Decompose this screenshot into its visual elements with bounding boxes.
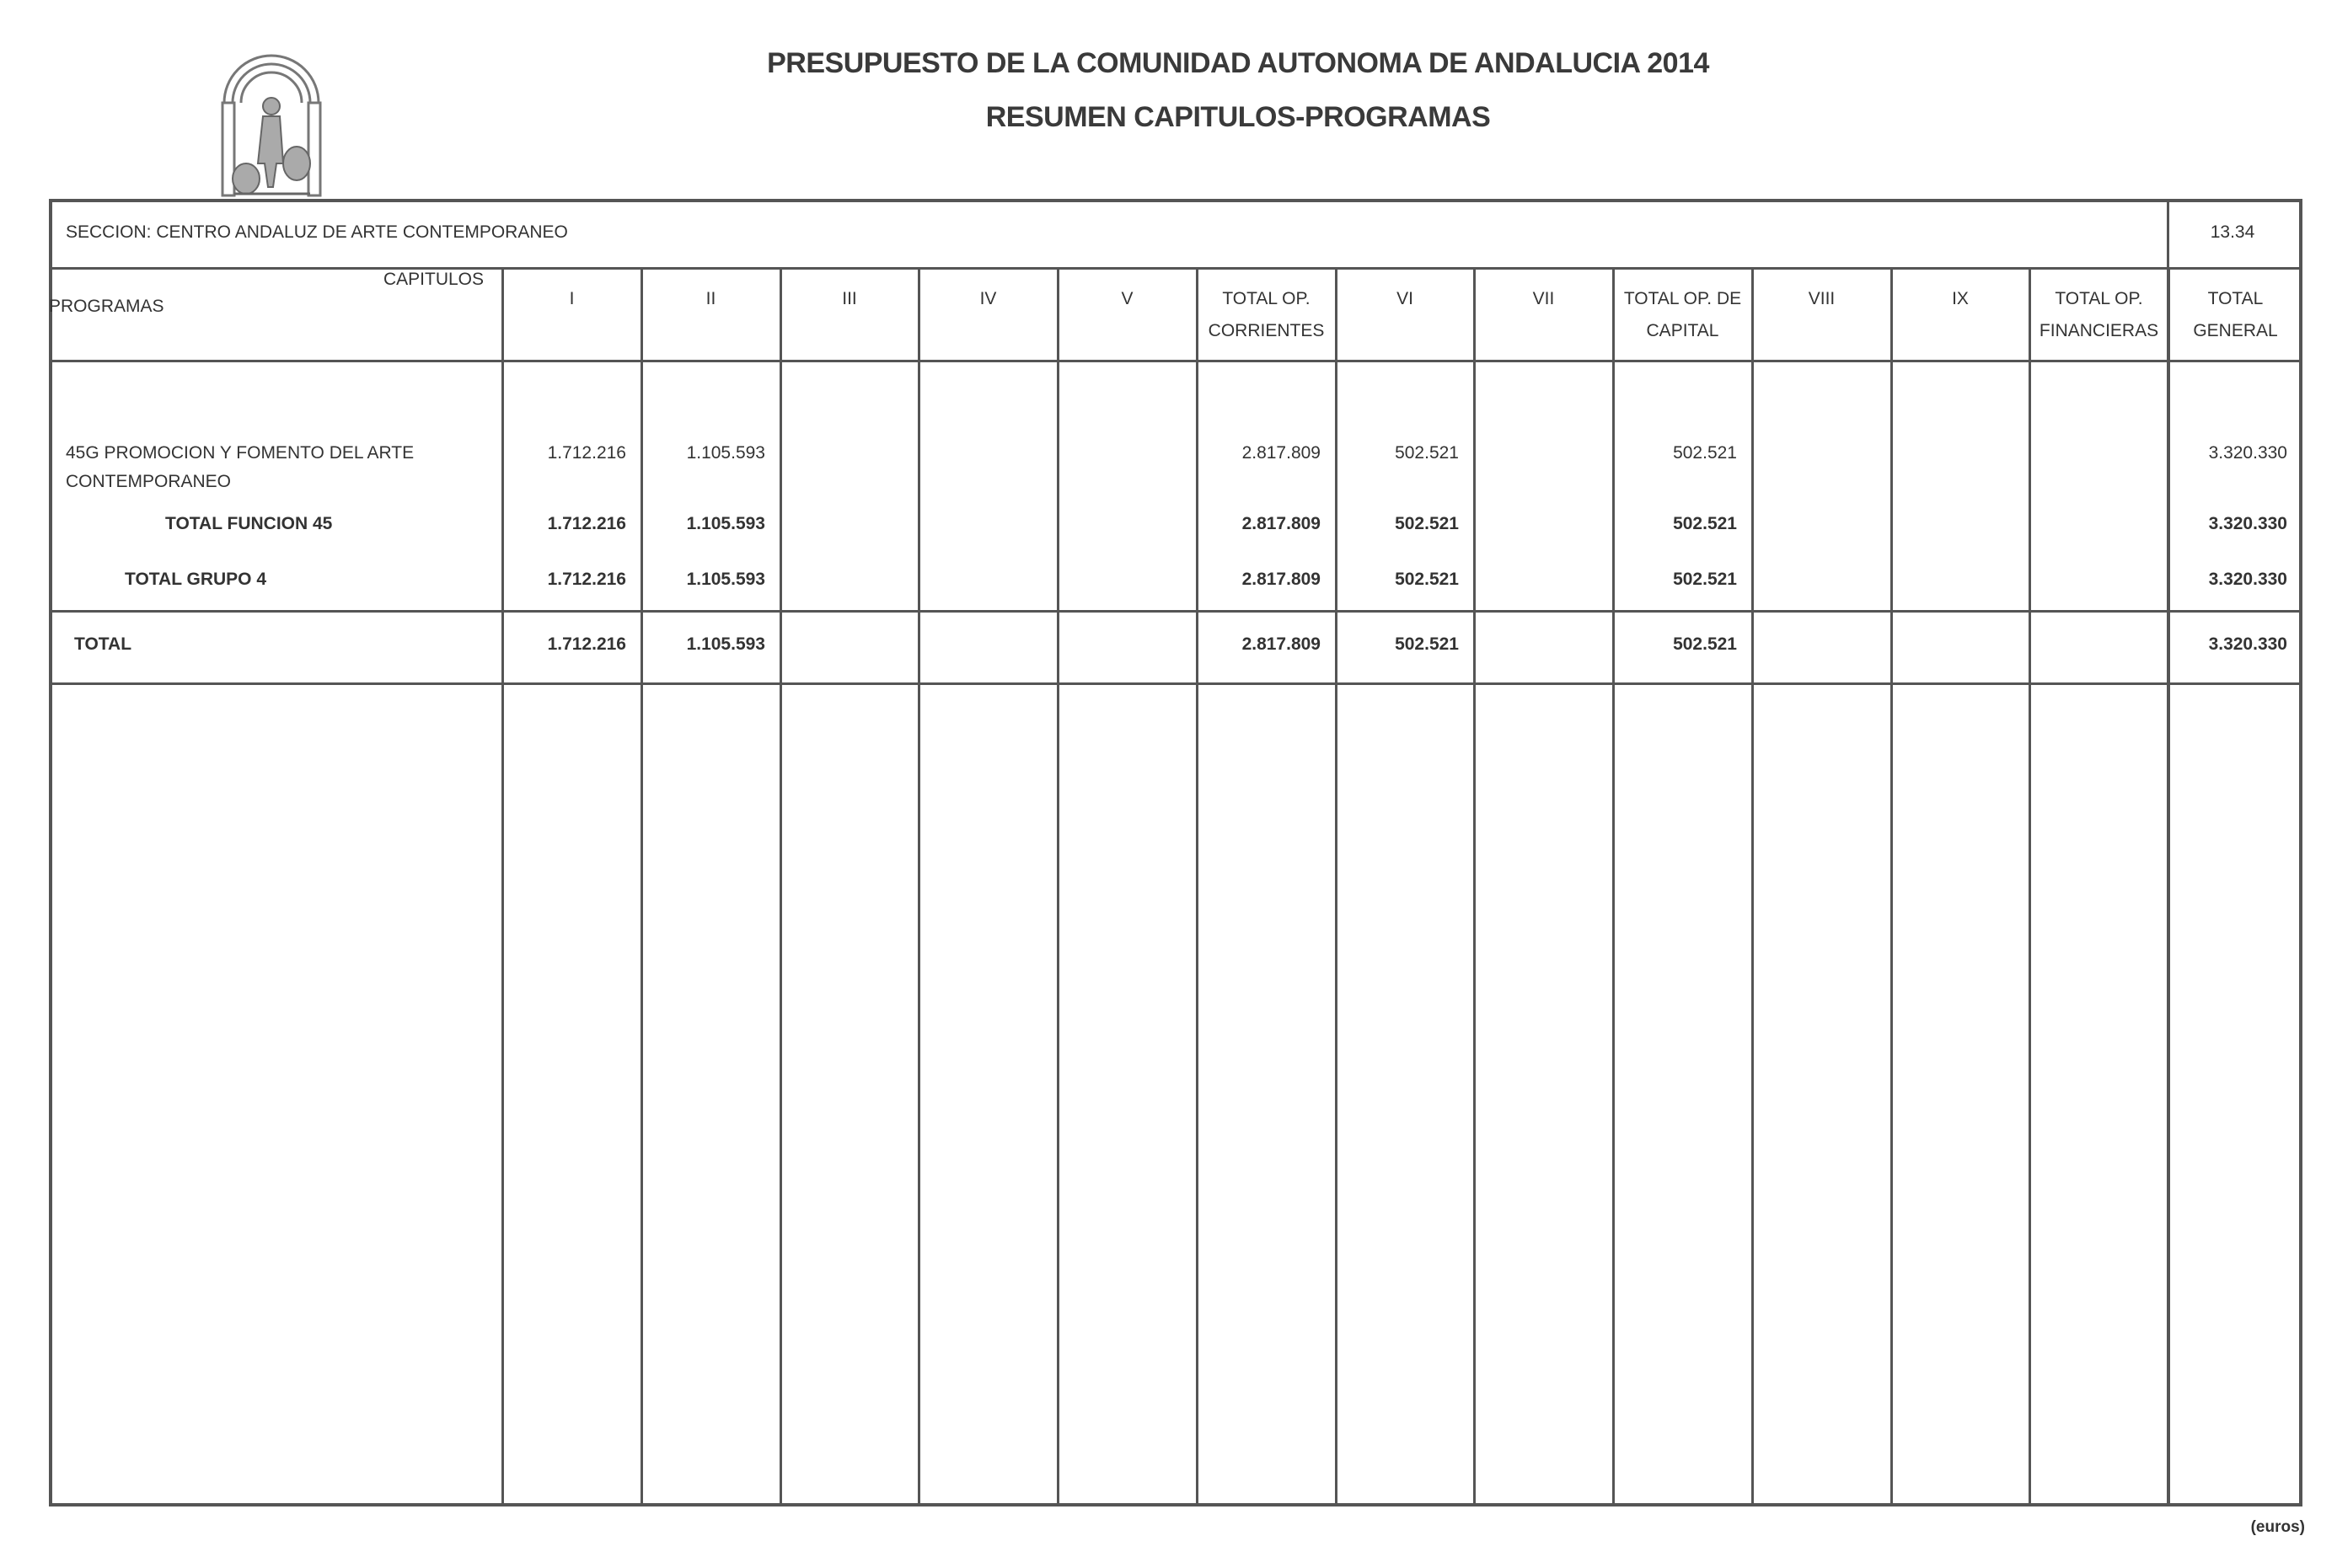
table-cell: 1.712.216	[547, 443, 626, 463]
column-header	[1613, 283, 1752, 347]
row-divider	[49, 682, 2302, 685]
table-cell: 1.105.593	[686, 634, 765, 654]
table-cell: 1.105.593	[686, 514, 765, 533]
column-divider	[780, 267, 782, 1506]
table-cell: 3.320.330	[2208, 443, 2287, 463]
table-cell: 502.521	[1673, 443, 1737, 463]
row-divider	[49, 610, 2302, 613]
column-header	[1752, 283, 1891, 315]
table-cell: 502.521	[1673, 570, 1737, 589]
column-header	[1058, 283, 1197, 315]
table-cell: 2.817.809	[1241, 443, 1321, 463]
table-cell: 502.521	[1395, 514, 1459, 533]
row-divider	[49, 360, 2302, 362]
header-capitulos: CAPITULOS	[383, 270, 485, 289]
table-cell: 502.521	[1395, 634, 1459, 654]
column-header-line1: TOTAL OP.	[1222, 289, 1311, 308]
column-header	[780, 283, 919, 315]
table-cell: 1.712.216	[547, 570, 626, 589]
section-label: SECCION: CENTRO ANDALUZ DE ARTE CONTEMPORANEO	[66, 222, 568, 242]
column-divider	[1890, 267, 1893, 1506]
column-header-line1: VI	[1396, 289, 1413, 308]
page-subtitle: RESUMEN CAPITULOS-PROGRAMAS	[985, 101, 1491, 133]
table-cell: 1.712.216	[547, 634, 626, 654]
column-header	[641, 283, 780, 315]
column-header	[1891, 283, 2029, 315]
column-header-line1: VIII	[1808, 289, 1836, 308]
column-divider	[2029, 267, 2031, 1506]
column-header	[502, 283, 641, 315]
table-cell: 1.105.593	[686, 570, 765, 589]
column-header-line2: GENERAL	[2193, 321, 2278, 340]
row-label: 45G PROMOCION Y FOMENTO DEL ARTE	[66, 443, 415, 463]
column-header	[2029, 283, 2168, 347]
column-header-line1: TOTAL	[2207, 289, 2264, 308]
table-cell: 3.320.330	[2208, 570, 2287, 589]
column-header-line1: VII	[1532, 289, 1555, 308]
column-header	[919, 283, 1058, 315]
table-cell: 2.817.809	[1241, 634, 1321, 654]
column-header-line2: FINANCIERAS	[2039, 321, 2159, 340]
table-cell: 502.521	[1673, 634, 1737, 654]
column-header-line1: TOTAL OP.	[2055, 289, 2143, 308]
row-label: TOTAL GRUPO 4	[125, 570, 267, 589]
column-divider	[1751, 267, 1754, 1506]
section-code: 13.34	[2210, 222, 2255, 242]
column-header-line1: I	[569, 289, 575, 308]
table-cell: 502.521	[1395, 443, 1459, 463]
column-header-line1: V	[1121, 289, 1134, 308]
column-divider	[1473, 267, 1476, 1506]
column-header-line1: III	[842, 289, 857, 308]
total-label: TOTAL	[74, 634, 132, 654]
column-header	[1197, 283, 1336, 347]
row-label: TOTAL FUNCION 45	[165, 514, 333, 533]
column-header-line1: IX	[1952, 289, 1969, 308]
row-label-cont: CONTEMPORANEO	[66, 472, 232, 491]
column-header-line1: TOTAL OP. DE	[1623, 289, 1742, 308]
table-cell: 2.817.809	[1241, 514, 1321, 533]
page-title: PRESUPUESTO DE LA COMUNIDAD AUTONOMA DE ANDALUCIA 2014	[767, 47, 1709, 79]
column-divider	[1057, 267, 1059, 1506]
column-header-line1: II	[705, 289, 716, 308]
table-cell: 502.521	[1395, 570, 1459, 589]
column-header-line2: CORRIENTES	[1208, 321, 1325, 340]
column-header	[1336, 283, 1474, 315]
table-cell: 1.712.216	[547, 514, 626, 533]
column-header-line2: CAPITAL	[1646, 321, 1719, 340]
table-cell: 3.320.330	[2208, 514, 2287, 533]
table-cell: 502.521	[1673, 514, 1737, 533]
column-header	[2168, 283, 2302, 347]
column-header	[1474, 283, 1613, 315]
units-note: (euros)	[2250, 1518, 2305, 1536]
budget-table	[49, 199, 2302, 1506]
column-divider	[918, 267, 920, 1506]
header-programas: PROGRAMAS	[49, 297, 164, 316]
table-cell: 2.817.809	[1241, 570, 1321, 589]
table-cell: 1.105.593	[686, 443, 765, 463]
table-cell: 3.320.330	[2208, 634, 2287, 654]
column-header-line1: IV	[979, 289, 997, 308]
